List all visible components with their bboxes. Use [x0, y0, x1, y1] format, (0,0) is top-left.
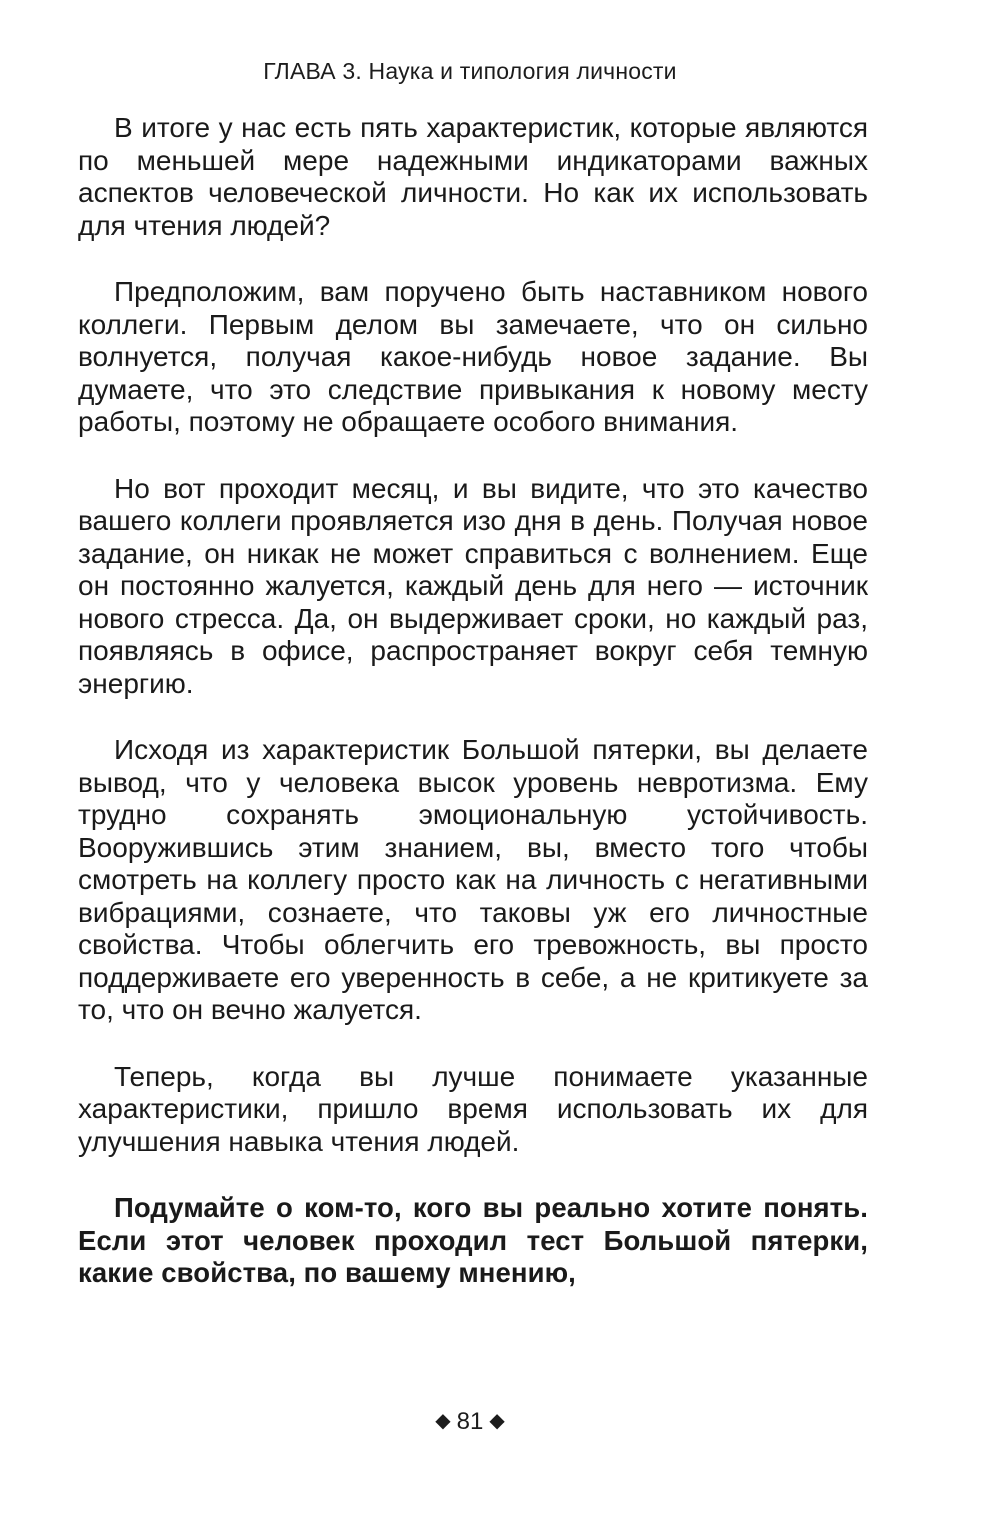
diamond-ornament-icon: ◆ [489, 1410, 505, 1432]
running-head: ГЛАВА 3. Наука и типология личности [263, 58, 677, 84]
paragraph: Но вот проходит месяц, и вы видите, что это качество вашего коллеги проявляется изо дня в день. Получая новое задание, он никак не может справиться с волнением. Еще он постоянно жалуется, каждый день для него — источник нового стресса. Да, он выдерживает сроки, но каждый раз, появляясь в офисе, распространяет вокруг себя темную энергию. [78, 472, 868, 699]
page-footer [0, 1408, 940, 1436]
paragraph: В итоге у нас есть пять характеристик, которые являются по меньшей мере надежными индикаторами важных аспектов человеческой личности. Но как их использовать для чтения людей? [78, 112, 868, 241]
page-number: 81 [456, 1408, 484, 1435]
paragraph: Теперь, когда вы лучше понимаете указанные характеристики, пришло время использовать их для улучшения навыка чтения людей. [78, 1060, 868, 1157]
exercise-prompt: Подумайте о ком-то, кого вы реально хотите понять. Если этот человек проходил тест Большой пятерки, какие свойства, по вашему мнению, [78, 1192, 868, 1288]
paragraph: Исходя из характеристик Большой пятерки, вы делаете вывод, что у человека высок уровень невротизма. Ему трудно сохранять эмоциональную устойчивость. Вооружившись этим знанием, вы, вместо того чтобы смотреть на коллегу просто как на личность с негативными вибрациями, сознаете, что таковы уж его личностные свойства. Чтобы облегчить его тревожность, вы просто поддерживаете его уверенность в себе, а не критикуете за то, что он вечно жалуется. [78, 734, 868, 1025]
paragraph: Предположим, вам поручено быть наставником нового коллеги. Первым делом вы замечаете, что он сильно волнуется, получая какое-нибудь новое задание. Вы думаете, что это следствие привыкания к новому месту работы, поэтому не обращаете особого внимания. [78, 276, 868, 437]
diamond-ornament-icon: ◆ [435, 1410, 451, 1432]
body-text [78, 112, 868, 1290]
